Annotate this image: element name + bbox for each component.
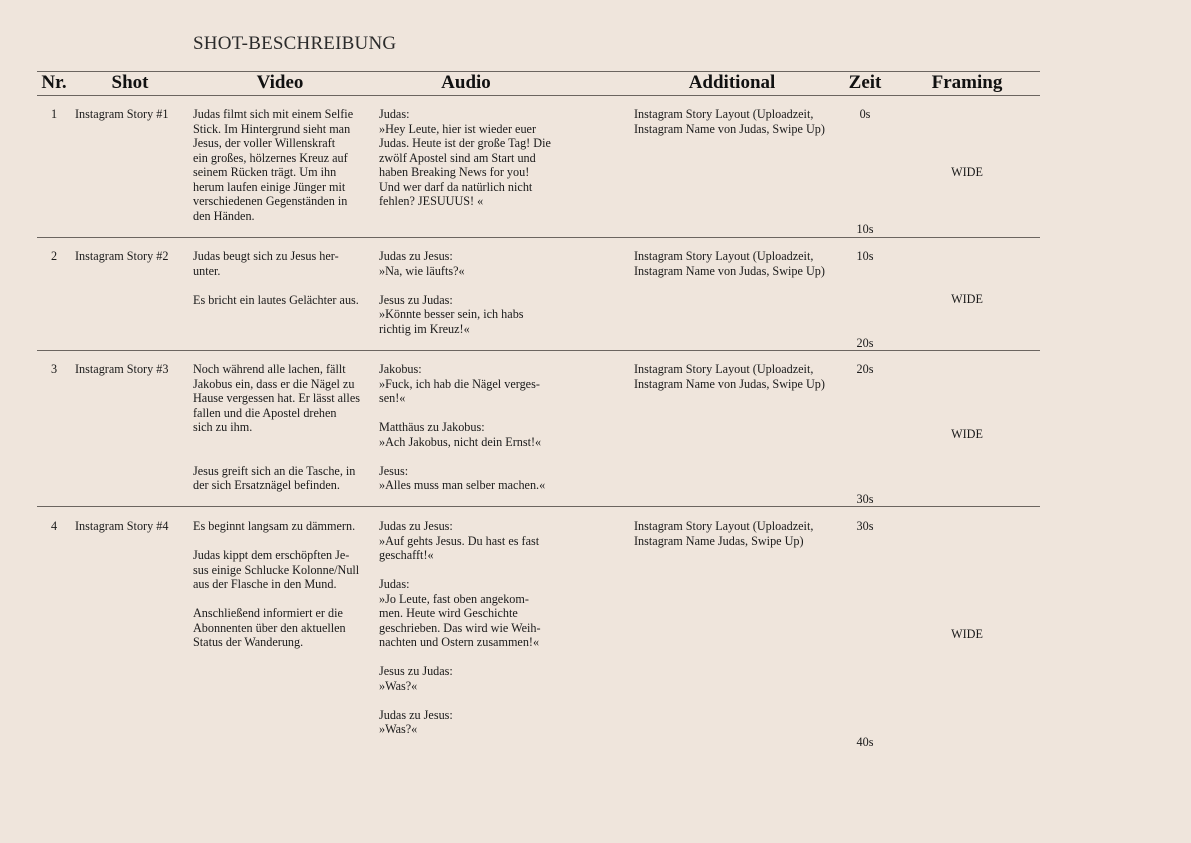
row-additional: Instagram Story Layout (Uploadzeit, Instagram Name von Judas, Swipe Up) bbox=[634, 249, 825, 278]
row-nr: 1 bbox=[50, 107, 58, 121]
row-framing: WIDE bbox=[951, 292, 983, 306]
row-divider bbox=[37, 506, 1040, 507]
row-zeit-end: 40s bbox=[856, 735, 874, 749]
row-zeit-start: 20s bbox=[856, 362, 874, 376]
row-video: Judas beugt sich zu Jesus her- unter. Es bricht ein lautes Gelächter aus. bbox=[193, 249, 359, 307]
row-framing: WIDE bbox=[951, 427, 983, 441]
row-additional: Instagram Story Layout (Uploadzeit, Instagram Name Judas, Swipe Up) bbox=[634, 519, 814, 548]
row-zeit-start: 10s bbox=[856, 249, 874, 263]
row-audio: Judas: »Hey Leute, hier ist wieder euer Judas. Heute ist der große Tag! Die zwölf Apostel sind am Start und haben Breaking News for you! Und wer darf da natürlich nicht fehlen? JESUUUS! « bbox=[379, 107, 551, 208]
row-additional: Instagram Story Layout (Uploadzeit, Instagram Name von Judas, Swipe Up) bbox=[634, 107, 825, 136]
row-zeit-start: 0s bbox=[859, 107, 871, 121]
row-framing: WIDE bbox=[951, 165, 983, 179]
row-audio: Judas zu Jesus: »Na, wie läufts?« Jesus zu Judas: »Könnte besser sein, ich habs richtig im Kreuz!« bbox=[379, 249, 524, 336]
header-nr: Nr. bbox=[41, 72, 67, 93]
row-zeit-end: 30s bbox=[856, 492, 874, 506]
page-title: SHOT-BESCHREIBUNG bbox=[193, 33, 397, 54]
row-divider bbox=[37, 350, 1040, 351]
row-shot: Instagram Story #3 bbox=[75, 362, 169, 376]
header-bottom-rule bbox=[37, 95, 1040, 96]
row-shot: Instagram Story #4 bbox=[75, 519, 169, 533]
header-video: Video bbox=[256, 72, 304, 93]
header-audio: Audio bbox=[441, 72, 491, 93]
row-shot: Instagram Story #2 bbox=[75, 249, 169, 263]
row-video: Es beginnt langsam zu dämmern. Judas kippt dem erschöpften Je- sus einige Schlucke Kolonne/Null aus der Flasche in den Mund. Anschließend informiert er die Abonnenten über den aktuellen Status der Wanderung. bbox=[193, 519, 360, 649]
header-shot: Shot bbox=[111, 72, 149, 93]
row-audio: Jakobus: »Fuck, ich hab die Nägel verges- sen!« Matthäus zu Jakobus: »Ach Jakobus, nicht dein Ernst!« Jesus: »Alles muss man selber machen.« bbox=[379, 362, 546, 492]
row-zeit-start: 30s bbox=[856, 519, 874, 533]
row-zeit-end: 10s bbox=[856, 222, 874, 236]
row-nr: 4 bbox=[50, 519, 58, 533]
row-video: Noch während alle lachen, fällt Jakobus ein, dass er die Nägel zu Hause vergessen hat. Er lässt alles fallen und die Apostel drehen sich zu ihm. Jesus greift sich an die Tasche, in der sich Ersatznägel befinden. bbox=[193, 362, 360, 492]
row-divider bbox=[37, 237, 1040, 238]
header-additional: Additional bbox=[688, 72, 776, 93]
row-framing: WIDE bbox=[951, 627, 983, 641]
row-video: Judas filmt sich mit einem Selfie Stick. Im Hintergrund sieht man Jesus, der voller Willenskraft ein großes, hölzernes Kreuz auf seinem Rücken trägt. Um ihn herum laufen einige Jünger mit verschiedenen Gegenständen in den Händen. bbox=[193, 107, 354, 223]
row-shot: Instagram Story #1 bbox=[75, 107, 169, 121]
row-nr: 2 bbox=[50, 249, 58, 263]
row-additional: Instagram Story Layout (Uploadzeit, Instagram Name von Judas, Swipe Up) bbox=[634, 362, 825, 391]
row-audio: Judas zu Jesus: »Auf gehts Jesus. Du hast es fast geschafft!« Judas: »Jo Leute, fast oben angekom- men. Heute wird Geschichte geschrieben. Das wird wie Weih- nachten und Ostern zusammen!« Jesus zu Judas: »Was?« Judas zu Jesus: »Was?« bbox=[379, 519, 541, 736]
header-zeit: Zeit bbox=[848, 72, 882, 93]
header-framing: Framing bbox=[931, 72, 1003, 93]
row-nr: 3 bbox=[50, 362, 58, 376]
row-zeit-end: 20s bbox=[856, 336, 874, 350]
